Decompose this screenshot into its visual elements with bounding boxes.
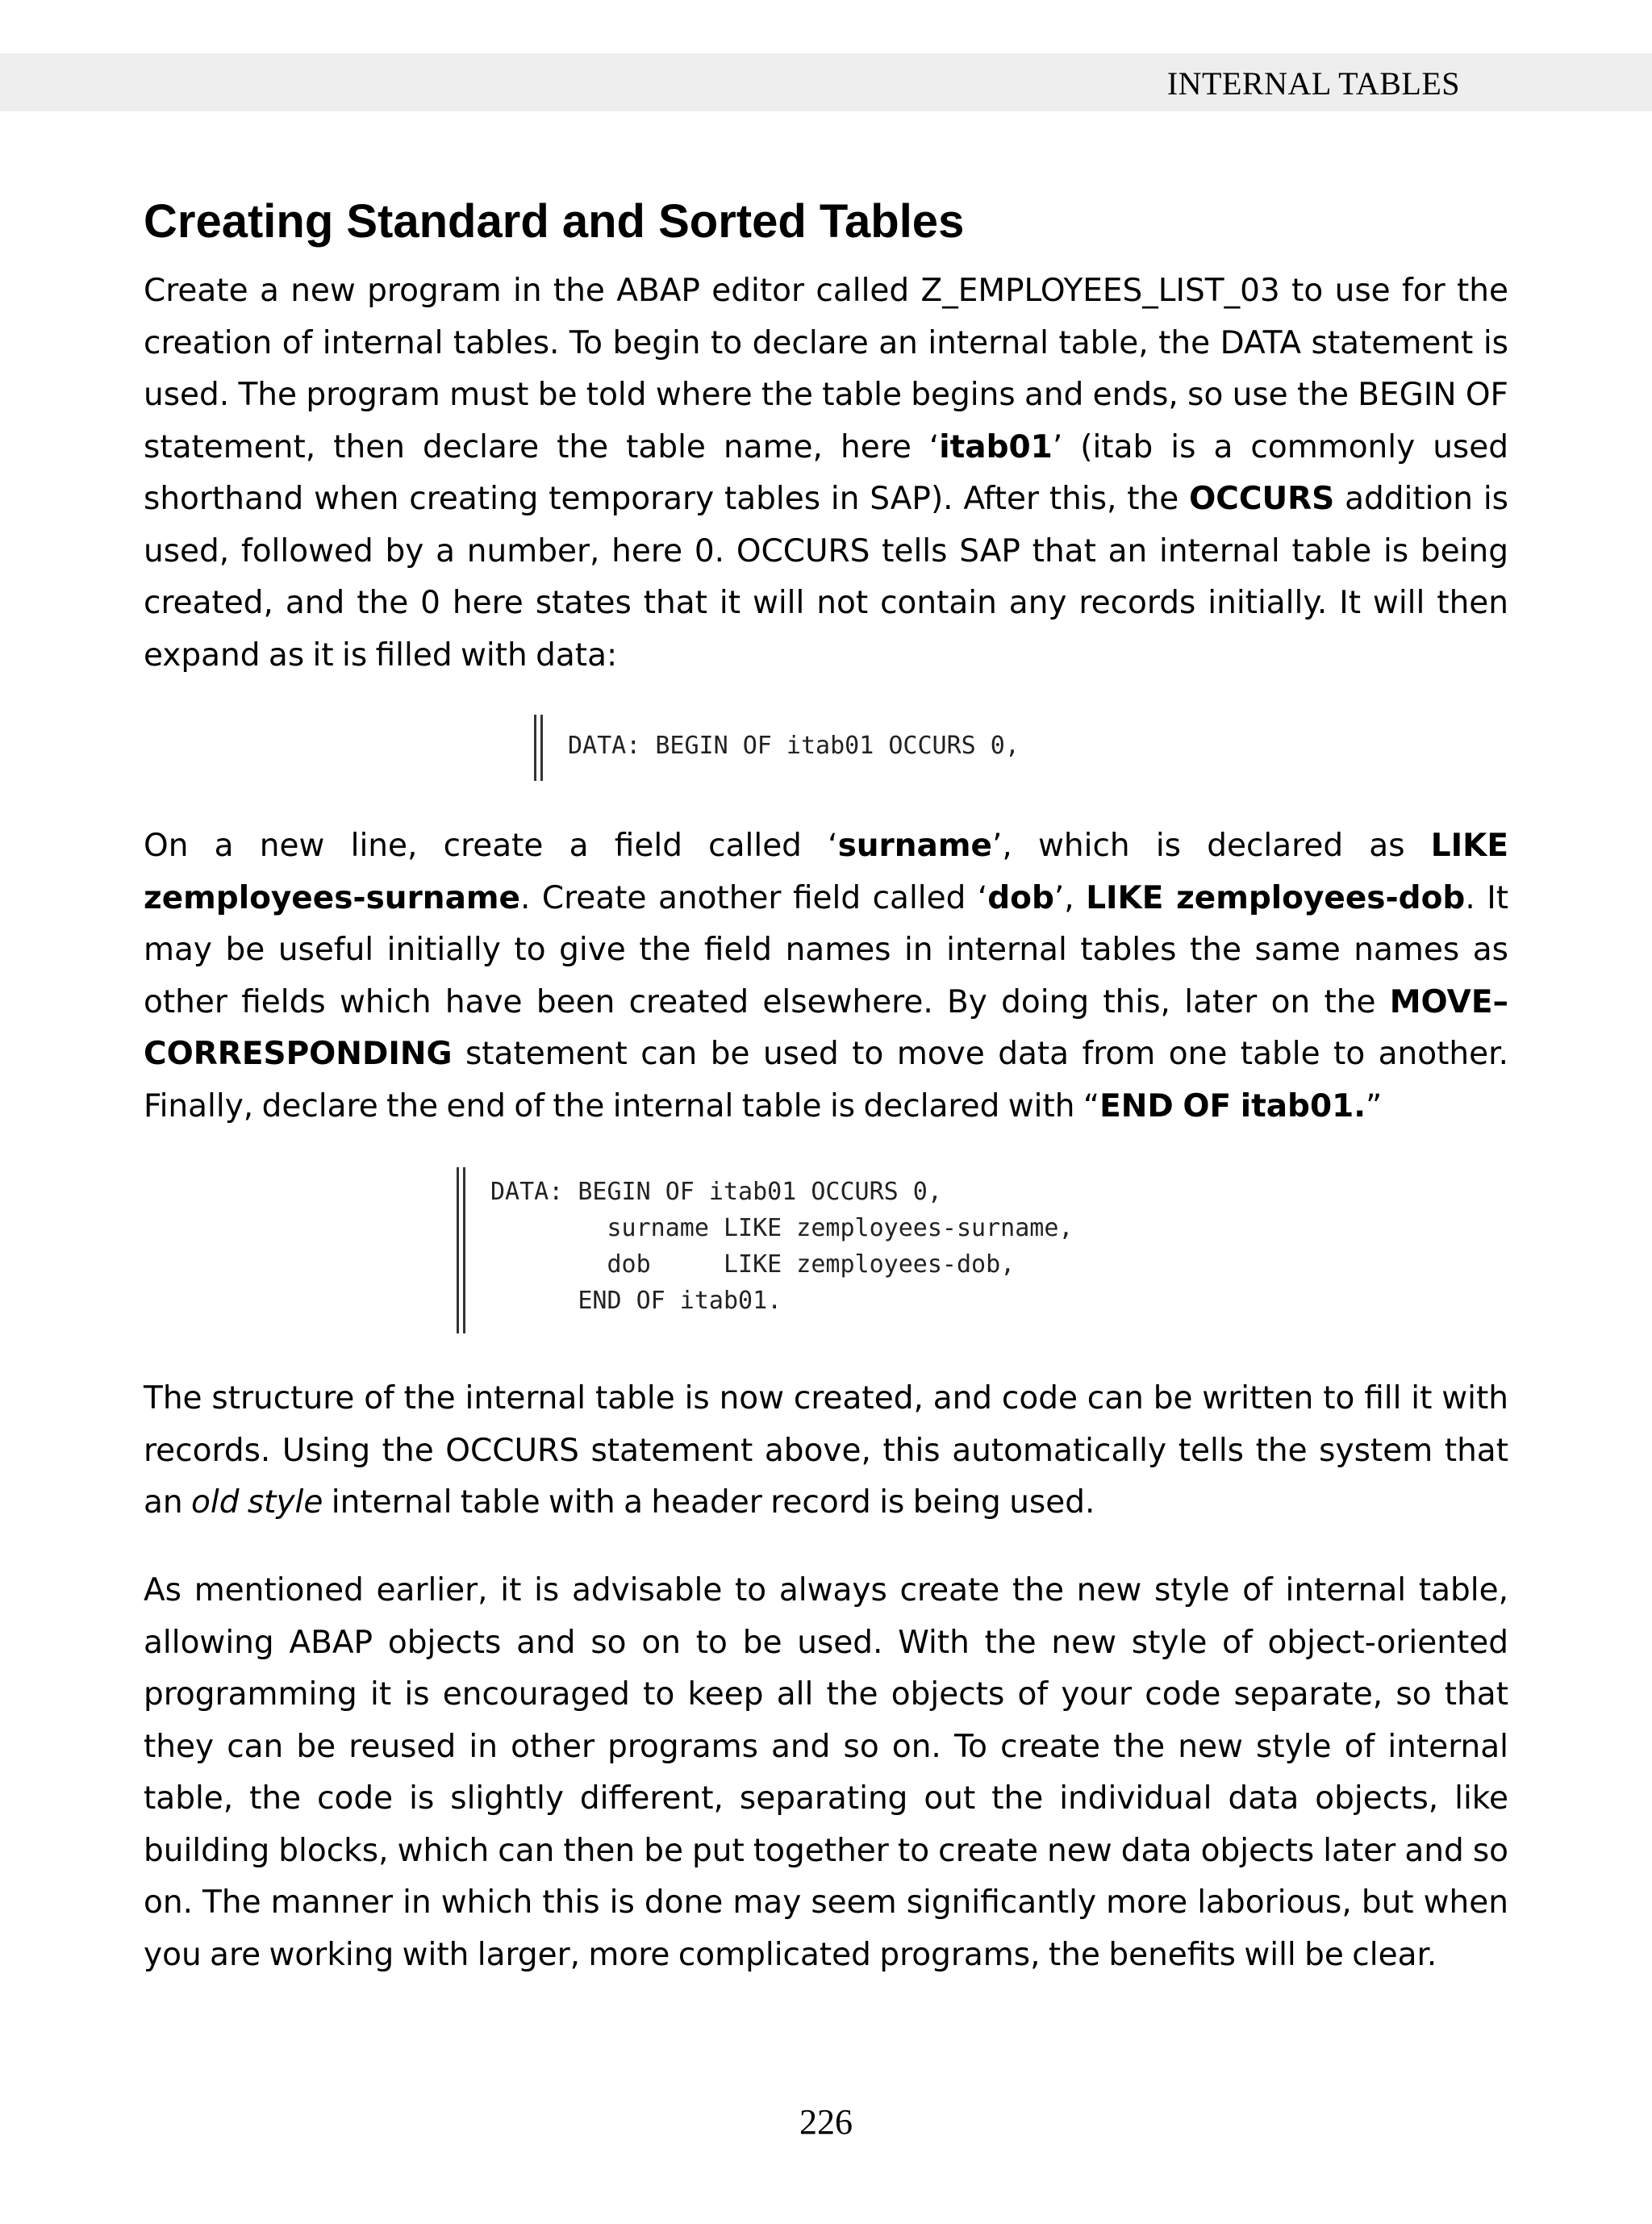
bold-text: MOVE–CORRESPONDING bbox=[144, 983, 1508, 1072]
text-run: ’, which is declared as bbox=[991, 828, 1431, 864]
paragraph-fields bbox=[144, 820, 1508, 1133]
text-run: addition is used, followed by a number, here 0. OCCURS tells SAP that an internal table is being created, and the 0 here states that it will not contain any records initially. It will then expand as it is filled with data: bbox=[144, 481, 1508, 674]
code-margin-bar bbox=[534, 715, 536, 781]
text-run: ’ (itab is a commonly used shorthand when creating temporary tables in SAP). After this, the bbox=[144, 428, 1509, 517]
text-run: ” bbox=[1366, 1087, 1383, 1125]
text-run: . It may be useful initially to give the field names in internal tables the same names as other fields which have been created elsewhere. By doing this, later on the bbox=[144, 879, 1508, 1020]
code-line: END OF itab01. bbox=[490, 1287, 782, 1315]
page-number: 226 bbox=[799, 2102, 853, 2142]
text-run: ’, bbox=[1053, 879, 1087, 916]
code-margin-bar bbox=[457, 1167, 459, 1333]
text-run: Create a new program in the ABAP editor called Z_EMPLOYEES_LIST_03 to use for the creation of internal tables. To begin to declare an internal table, the DATA statement is used. The program must be told where the table begins and ends, so use the BEGIN OF statement, then declare the table name, here ‘ bbox=[144, 273, 1508, 465]
bold-text: dob bbox=[987, 879, 1054, 916]
code-margin-bar bbox=[463, 1167, 465, 1333]
paragraph-new-style bbox=[144, 1565, 1508, 1981]
code-line: dob LIKE zemployees-dob, bbox=[490, 1250, 1016, 1279]
text-run: As mentioned earlier, it is advisable to always create the new style of internal table, allowing ABAP objects and so on to be used. With the new style of object-oriented programming it is encouraged to keep all the objects of your code separate, so that they can be reused in other programs and so on. To create the new style of internal table, the code is slightly different, separating out the individual data objects, like building blocks, which can then be put together to create new data objects later and so on. The manner in which this is done may seem significantly more laborious, but when you are working with larger, more complicated programs, the benefits will be clear. bbox=[144, 1572, 1508, 1973]
bold-text: surname bbox=[837, 828, 992, 864]
text-run: statement can be used to move data from one table to another. Finally, declare the end of the internal table is declared with “ bbox=[144, 1036, 1508, 1125]
italic-text: old style bbox=[191, 1484, 323, 1521]
code-snippet-1 bbox=[534, 715, 1260, 781]
code-line: DATA: BEGIN OF itab01 OCCURS 0, bbox=[568, 732, 1020, 760]
code-line: surname LIKE zemployees-surname, bbox=[490, 1214, 1074, 1242]
paragraph-intro bbox=[144, 265, 1508, 682]
bold-text: END OF itab01. bbox=[1099, 1087, 1366, 1125]
paragraph-structure bbox=[144, 1373, 1508, 1529]
text-run: . Create another field called ‘ bbox=[519, 879, 988, 916]
code-snippet-2 bbox=[457, 1167, 1263, 1333]
text-run: On a new line, create a field called ‘ bbox=[144, 828, 838, 864]
bold-text: itab01 bbox=[939, 428, 1053, 465]
code-line: DATA: BEGIN OF itab01 OCCURS 0, bbox=[490, 1178, 942, 1206]
text-run: The structure of the internal table is now created, and code can be written to fill it with records. Using the OCCURS statement above, this automatically tells the system that an bbox=[144, 1380, 1508, 1521]
code-margin-bar bbox=[540, 715, 543, 781]
bold-text: LIKE zemployees-surname bbox=[144, 828, 1508, 916]
running-header-title: INTERNAL TABLES bbox=[1166, 65, 1460, 102]
text-run: internal table with a header record is being used. bbox=[323, 1484, 1095, 1521]
section-title: Creating Standard and Sorted Tables bbox=[144, 195, 965, 248]
bold-text: LIKE zemployees-dob bbox=[1086, 879, 1466, 916]
bold-text: OCCURS bbox=[1189, 481, 1335, 517]
